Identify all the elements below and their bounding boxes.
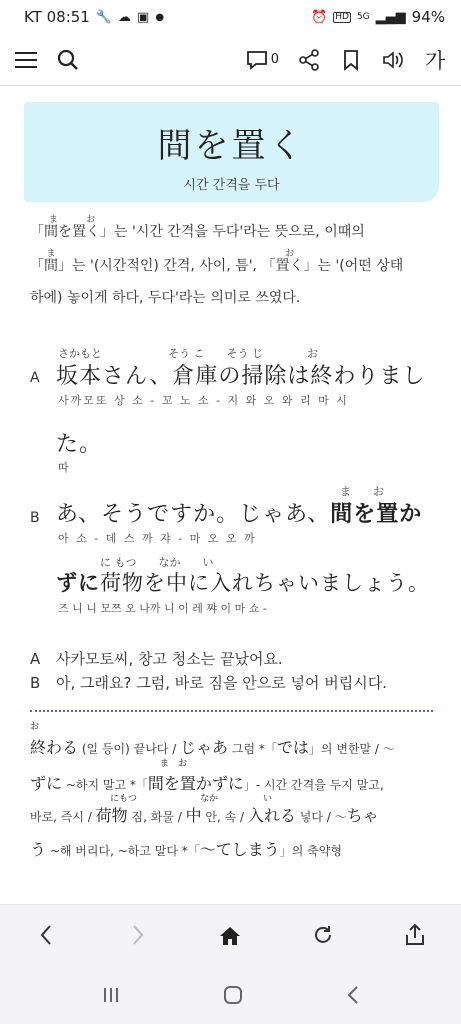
share-button[interactable] <box>297 45 321 75</box>
intro-line-1: 「間を置くま お」는 '시간 간격을 두다'라는 뜻으로, 이때의 <box>30 215 365 240</box>
vocab-line-4: う ~해 버리다, ~하고 말다 *「～てしまう」의 축약형 <box>30 840 342 859</box>
dialog-b-furigana-2: に もつ なか い <box>100 556 214 569</box>
recent-apps-icon <box>102 986 120 1004</box>
home-icon <box>219 926 241 946</box>
dialog-a-label: A <box>30 370 40 386</box>
status-left <box>24 8 164 26</box>
intro-term: 間を置くま お <box>44 215 100 240</box>
status-bar <box>0 0 461 34</box>
bookmark-icon <box>343 49 359 71</box>
cloud-icon: ☁ <box>118 9 132 25</box>
forward-button[interactable] <box>118 924 158 952</box>
article-content <box>0 87 461 903</box>
menu-button[interactable] <box>14 45 38 75</box>
status-right <box>311 8 445 26</box>
menu-icon <box>15 51 37 69</box>
dialog-b-line-1: あ、そうですか。じゃあ、間を置か <box>56 502 423 527</box>
vocab-furigana-1: お <box>30 722 40 732</box>
title-card <box>24 102 439 202</box>
audio-button[interactable] <box>381 45 405 75</box>
browser-navbar <box>0 904 461 970</box>
home-button[interactable] <box>210 924 250 952</box>
hd-icon: HD <box>335 11 349 22</box>
refresh-icon <box>312 924 334 946</box>
back-button[interactable] <box>26 924 66 952</box>
image-icon: ▣ <box>137 9 150 25</box>
search-button[interactable] <box>56 45 80 75</box>
speaker-icon <box>381 49 405 71</box>
font-size-button[interactable]: 가 <box>424 48 446 73</box>
dialog-a-line-2: た。 <box>56 432 103 457</box>
bookmark-button[interactable] <box>339 45 363 75</box>
dialog-b-furigana-1: ま お <box>340 485 384 498</box>
dot-icon: ● <box>155 11 165 23</box>
target-expression: 間を置か <box>330 502 423 527</box>
intro-line-3: 하에) 놓이게 하다, 두다'라는 의미로 쓰였다. <box>30 290 301 306</box>
recent-apps-button[interactable] <box>102 985 120 1009</box>
dialog-a-reading-1: 사까모또 상 소 - 꼬 노 소 - 지 와 오 와 리 마 시 <box>58 394 349 407</box>
translation-a: A 사카모토씨, 창고 청소는 끝났어요. <box>30 650 283 668</box>
vocab-line-3: 바로, 즉시 / 荷物 짐, 화물 / 中 안, 속 / 入れる 넣다 / ～ちゃ <box>30 806 379 825</box>
share-nodes-icon <box>298 49 320 71</box>
page-subtitle: 시간 간격을 두다 <box>183 178 280 193</box>
signal-icon: ▂▄▆ <box>375 9 406 25</box>
comment-count: 0 <box>270 52 279 67</box>
refresh-button[interactable] <box>303 924 343 952</box>
reader-toolbar <box>0 34 461 86</box>
5g-icon: 5G <box>356 11 370 22</box>
share-page-button[interactable] <box>395 924 435 952</box>
dialog-a-reading-2: 따 <box>58 461 71 474</box>
translation-b: B 아, 그래요? 그럼, 바로 짐을 안으로 넣어 버립시다. <box>30 674 387 692</box>
page-title: 間を置く <box>157 126 306 166</box>
comment-button[interactable] <box>246 45 279 75</box>
toolbar-left <box>14 45 80 75</box>
vocab-furigana-2: ま お <box>160 759 188 769</box>
forward-chevron-icon <box>131 924 145 946</box>
wrench-icon: 🔧 <box>95 9 113 25</box>
dialog-b-label: B <box>30 510 40 526</box>
alarm-icon: ⏰ <box>311 9 328 25</box>
section-divider <box>30 710 433 712</box>
dialog-b-reading-1: 아 소 - 데 스 까 쟈 - 마 오 오 까 <box>58 532 257 545</box>
vocab-line-2: ずに ~하지 말고 *「間を置かずに」- 시간 간격을 두지 말고, <box>30 774 384 793</box>
comment-icon <box>246 50 268 70</box>
back-chevron-icon <box>39 924 53 946</box>
system-back-icon <box>346 985 360 1005</box>
home-system-button[interactable] <box>223 985 243 1010</box>
system-navbar <box>0 970 461 1024</box>
toolbar-right <box>246 45 447 75</box>
search-icon <box>57 49 79 71</box>
dialog-a-line-1: 坂本さん、倉庫の掃除は終わりまし <box>56 364 426 389</box>
home-circle-icon <box>223 985 243 1005</box>
dialog-b-line-2: ずに荷物を中に入れちゃいましょう。 <box>56 571 430 595</box>
intro-line-2: 「間ま」는 '(시간적인) 간격, 사이, 틈', 「置くお」는 '(어떤 상태 <box>30 249 404 274</box>
system-back-button[interactable] <box>346 985 360 1010</box>
vocab-line-1: 終わる (일 등이) 끝나다 / じゃあ 그럼 *「では」의 변한말 / ～ <box>30 738 395 757</box>
vocab-furigana-3: にもつ なか い <box>110 794 273 804</box>
carrier-time: KT 08:51 <box>24 8 90 26</box>
dialog-b-reading-2: 즈 니 니 모쯔 오 나까 니 이 레 쨔 이 마 쇼 - <box>58 602 267 615</box>
share-icon <box>404 924 426 946</box>
battery-level: 94% <box>411 8 445 26</box>
dialog-a-furigana: さかもと そう こ そう じ お <box>58 347 318 360</box>
